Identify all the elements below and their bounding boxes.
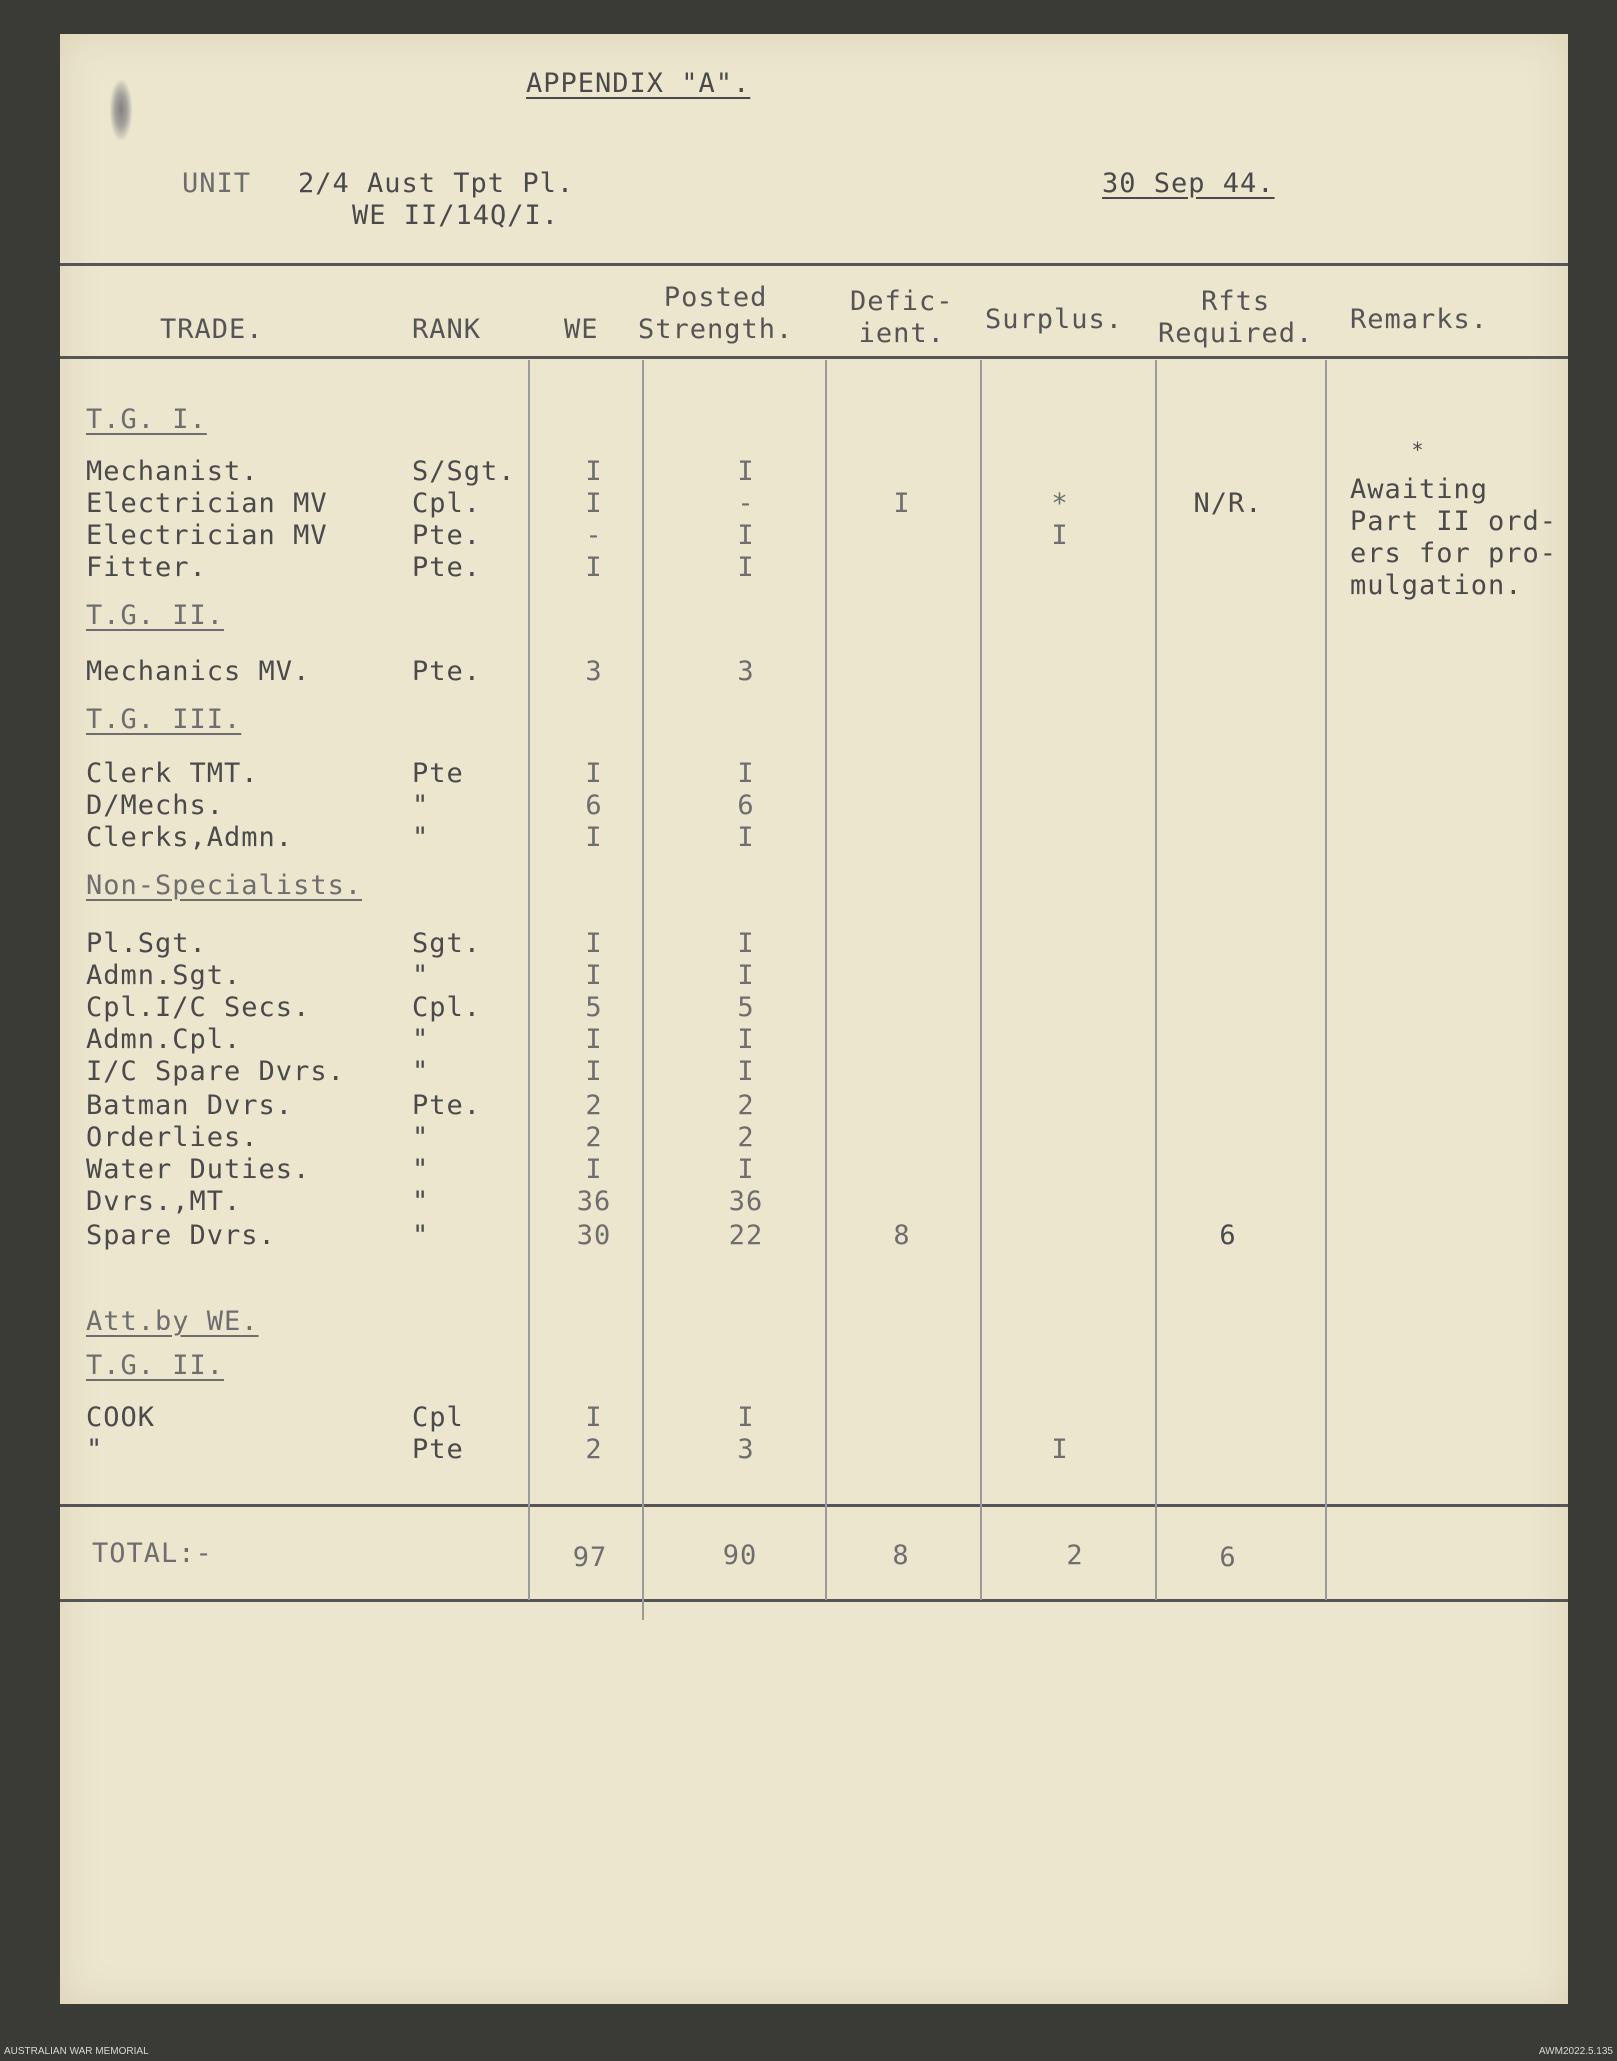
posted-cell: - [737,488,755,519]
rank-cell: Cpl [412,1402,464,1433]
document-page [60,34,1568,2004]
rank-cell: Pte. [412,1090,482,1121]
unit-label: UNIT [182,168,252,199]
surplus-cell: I [1051,520,1069,551]
we-cell: 6 [585,790,603,821]
we-cell: 2 [585,1090,603,1121]
posted-cell: I [737,1056,755,1087]
rank-cell: " [412,790,430,821]
we-cell: I [585,456,603,487]
we-cell: I [585,928,603,959]
total-we: 97 [572,1542,608,1573]
rank-cell: Pte. [412,552,482,583]
posted-cell: I [737,1154,755,1185]
we-cell: I [585,1402,603,1433]
rank-cell: " [412,1056,430,1087]
total-bottom-rule [60,1599,1568,1602]
column-divider [642,360,644,1620]
column-divider [1325,360,1327,1600]
we-cell: I [585,552,603,583]
rank-cell: " [412,1154,430,1185]
rank-cell: " [412,960,430,991]
we-cell: 5 [585,992,603,1023]
section-heading: Att.by WE. [86,1306,259,1337]
we-cell: 2 [585,1434,603,1465]
trade-cell: Clerks,Admn. [86,822,294,853]
posted-cell: I [737,552,755,583]
document-title: APPENDIX "A". [526,68,751,99]
rank-cell: S/Sgt. [412,456,516,487]
header-we: WE [564,314,599,345]
total-label: TOTAL:- [92,1538,213,1569]
rank-cell: " [412,1220,430,1251]
rank-cell: " [412,1186,430,1217]
posted-cell: I [737,822,755,853]
surplus-cell: I [1051,1434,1069,1465]
posted-cell: 22 [728,1220,764,1251]
rfts-cell: N/R. [1193,488,1263,519]
total-rfts: 6 [1219,1542,1237,1573]
trade-cell: D/Mechs. [86,790,225,821]
header-surplus: Surplus. [985,304,1124,335]
header-posted-strength: Posted Strength. [638,282,794,345]
rank-cell: Cpl. [412,992,482,1023]
header-rfts-required: Rfts Required. [1158,286,1314,349]
rank-cell: " [412,822,430,853]
column-divider [980,360,982,1600]
posted-cell: 5 [737,992,755,1023]
header-trade: TRADE. [160,314,264,345]
trade-cell: Electrician MV [86,520,328,551]
ink-smudge [110,80,132,140]
rank-cell: Cpl. [412,488,482,519]
trade-cell: Batman Dvrs. [86,1090,294,1121]
total-posted: 90 [722,1540,758,1571]
section-heading: T.G. II. [86,600,225,631]
we-cell: - [585,520,603,551]
posted-cell: 2 [737,1090,755,1121]
we-cell: 3 [585,656,603,687]
trade-cell: Mechanist. [86,456,259,487]
posted-cell: 3 [737,656,755,687]
deficient-cell: 8 [893,1220,911,1251]
header-deficient: Defic- ient. [850,286,954,349]
rfts-cell: 6 [1219,1220,1237,1251]
we-cell: 2 [585,1122,603,1153]
total-surplus: 2 [1066,1540,1084,1571]
trade-cell: Electrician MV [86,488,328,519]
footer-accession: AWM2022.5.135 [1538,2046,1613,2057]
section-heading: Non-Specialists. [86,870,363,901]
trade-cell: " [86,1434,104,1465]
header-top-rule [60,263,1568,266]
trade-cell: COOK [86,1402,156,1433]
posted-cell: I [737,456,755,487]
surplus-cell: * [1051,488,1069,519]
document-date: 30 Sep 44. [1102,168,1275,199]
rank-cell: Pte. [412,520,482,551]
we-cell: I [585,1056,603,1087]
remarks-line: ers for pro- [1350,538,1558,569]
total-deficient: 8 [892,1540,910,1571]
unit-name: 2/4 Aust Tpt Pl. [298,168,575,199]
we-cell: I [585,488,603,519]
posted-cell: I [737,1024,755,1055]
posted-cell: I [737,1402,755,1433]
we-cell: 36 [576,1186,612,1217]
posted-cell: I [737,928,755,959]
column-divider [528,360,530,1600]
trade-cell: Admn.Cpl. [86,1024,242,1055]
trade-cell: Cpl.I/C Secs. [86,992,311,1023]
header-rank: RANK [412,314,482,345]
section-heading: T.G. II. [86,1350,225,1381]
total-top-rule [60,1504,1568,1507]
we-cell: I [585,758,603,789]
header-remarks: Remarks. [1350,304,1489,335]
trade-cell: Admn.Sgt. [86,960,242,991]
we-cell: I [585,960,603,991]
trade-cell: Water Duties. [86,1154,311,1185]
rank-cell: Pte [412,758,464,789]
we-cell: I [585,1024,603,1055]
deficient-cell: I [893,488,911,519]
we-cell: 30 [576,1220,612,1251]
posted-cell: 2 [737,1122,755,1153]
trade-cell: Spare Dvrs. [86,1220,276,1251]
trade-cell: I/C Spare Dvrs. [86,1056,345,1087]
header-bottom-rule [60,356,1568,359]
we-cell: I [585,822,603,853]
trade-cell: Orderlies. [86,1122,259,1153]
trade-cell: Dvrs.,MT. [86,1186,242,1217]
posted-cell: I [737,758,755,789]
trade-cell: Pl.Sgt. [86,928,207,959]
rank-cell: Sgt. [412,928,482,959]
we-reference: WE II/14Q/I. [352,200,560,231]
rank-cell: " [412,1024,430,1055]
rank-cell: Pte [412,1434,464,1465]
posted-cell: 36 [728,1186,764,1217]
rank-cell: Pte. [412,656,482,687]
trade-cell: Fitter. [86,552,207,583]
posted-cell: I [737,520,755,551]
column-divider [1155,360,1157,1600]
posted-cell: I [737,960,755,991]
section-heading: T.G. I. [86,404,207,435]
remarks-asterisk: * [1411,438,1425,462]
posted-cell: 3 [737,1434,755,1465]
posted-cell: 6 [737,790,755,821]
section-heading: T.G. III. [86,704,242,735]
column-divider [825,360,827,1600]
remarks-line: Awaiting [1350,474,1489,505]
footer-credit: AUSTRALIAN WAR MEMORIAL [4,2046,149,2057]
rank-cell: " [412,1122,430,1153]
trade-cell: Mechanics MV. [86,656,311,687]
we-cell: I [585,1154,603,1185]
trade-cell: Clerk TMT. [86,758,259,789]
remarks-line: Part II ord- [1350,506,1558,537]
remarks-line: mulgation. [1350,570,1523,601]
